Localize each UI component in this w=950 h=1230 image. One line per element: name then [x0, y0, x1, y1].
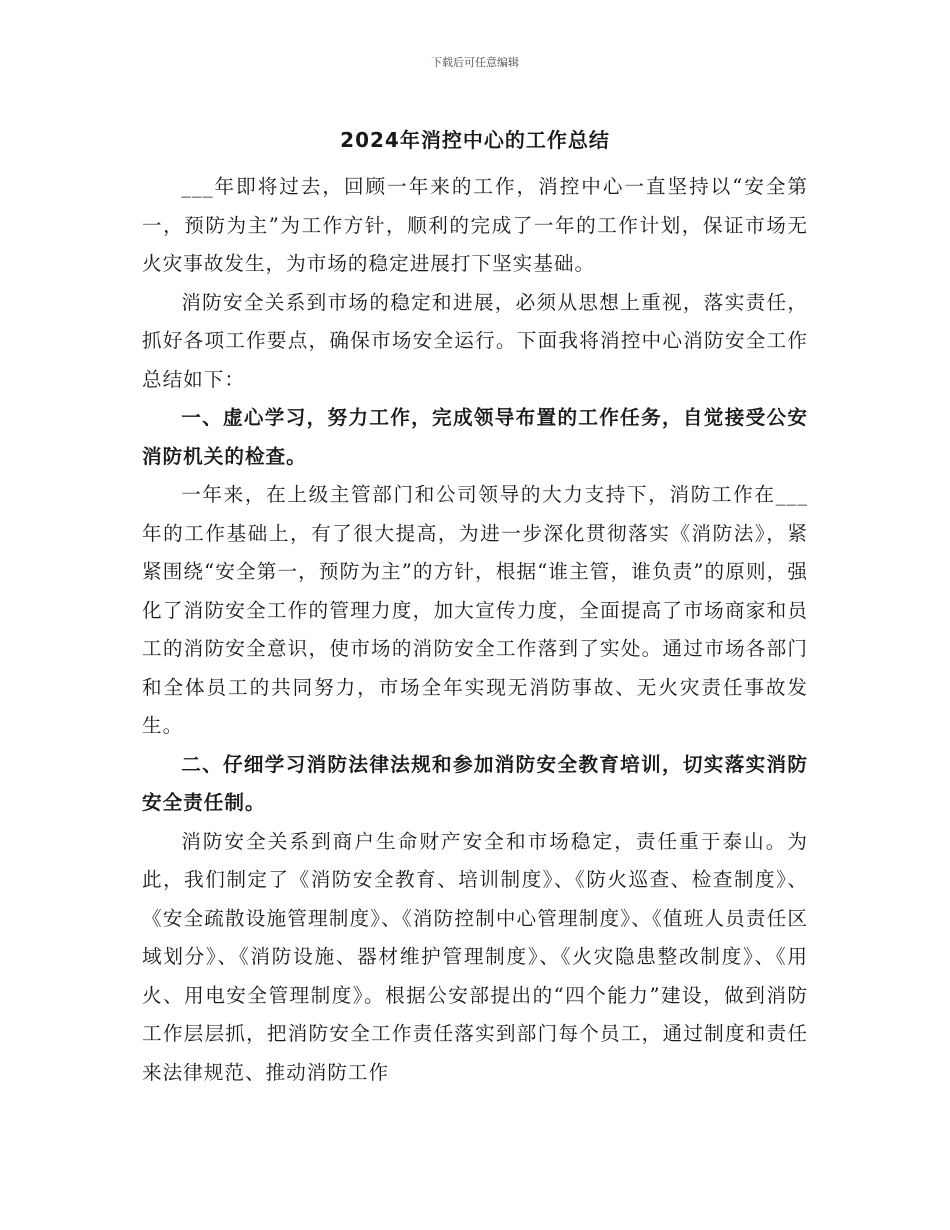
section-heading-1: 一、虚心学习，努力工作，完成领导布置的工作任务，自觉接受公安消防机关的检查。 [142, 406, 808, 468]
document-body [142, 168, 808, 1092]
document-title: 2024年消控中心的工作总结 [340, 128, 610, 152]
paragraph-section-1: 一年来，在上级主管部门和公司领导的大力支持下，消防工作在___年的工作基础上，有了很大提高，为进一步深化贯彻落实《消防法》，紧紧围绕“安全第一，预防为主”的方针，根据“谁主管，谁负责”的原则，强化了消防安全工作的管理力度，加大宣传力度，全面提高了市场商家和员工的消防安全意识，使市场的消防安全工作落到了实处。通过市场各部门和全体员工的共同努力，市场全年实现无消防事故、无火灾责任事故发生。 [142, 483, 808, 737]
paragraph-overview: 消防安全关系到市场的稳定和进展，必须从思想上重视，落实责任，抓好各项工作要点，确保市场安全运行。下面我将消控中心消防安全工作总结如下： [142, 290, 808, 391]
paragraph-intro: ___年即将过去，回顾一年来的工作，消控中心一直坚持以“安全第一，预防为主”为工作方针，顺利的完成了一年的工作计划，保证市场无火灾事故发生，为市场的稳定进展打下坚实基础。 [142, 175, 808, 275]
section-heading-2: 二、仔细学习消防法律法规和参加消防安全教育培训，切实落实消防安全责任制。 [142, 752, 808, 814]
page-header-note: 下载后可任意编辑 [431, 56, 519, 69]
paragraph-section-2: 消防安全关系到商户生命财产安全和市场稳定，责任重于泰山。为此，我们制定了《消防安全教育、培训制度》、《防火巡查、检查制度》、《安全疏散设施管理制度》、《消防控制中心管理制度》、《值班人员责任区域划分》、《消防设施、器材维护管理制度》、《火灾隐患整改制度》、《用火、用电安全管理制度》。根据公安部提出的“四个能力”建设，做到消防工作层层抓，把消防安全工作责任落实到部门每个员工，通过制度和责任来法律规范、推动消防工作 [142, 829, 808, 1084]
